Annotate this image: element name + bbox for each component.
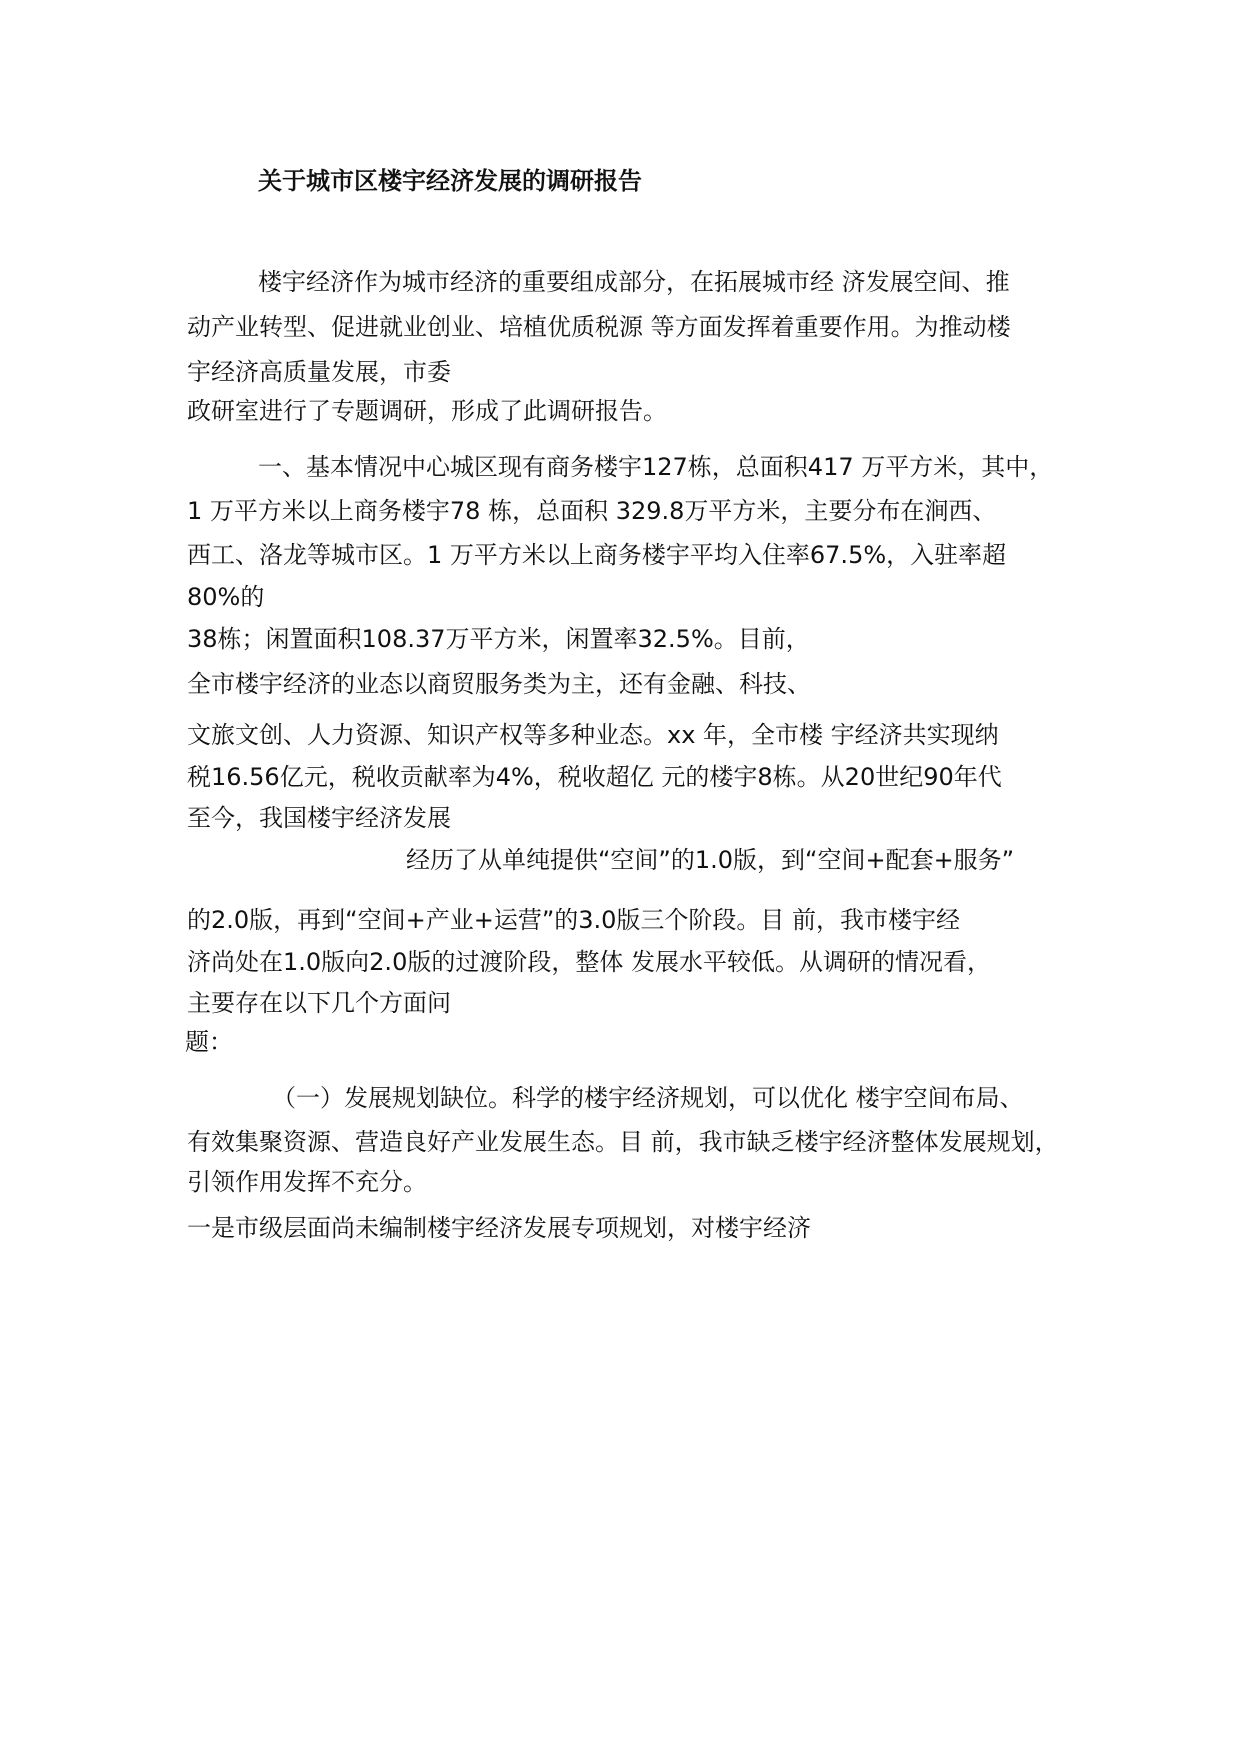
paragraph-line: 经历了从单纯提供“空间”的1.0版，到“空间+配套+服务” <box>406 846 1015 874</box>
paragraph-line: 的2.0版，再到“空间+产业+运营”的3.0版三个阶段。目 前，我市楼宇经 <box>187 906 961 934</box>
paragraph-line: 1 万平方米以上商务楼宇78 栋，总面积 329.8万平方米，主要分布在涧西、 <box>187 497 997 525</box>
paragraph-line: （一）发展规划缺位。科学的楼宇经济规划，可以优化 楼宇空间布局、 <box>272 1084 1024 1112</box>
paragraph-line: 政研室进行了专题调研，形成了此调研报告。 <box>187 397 667 425</box>
paragraph-line: 一、基本情况中心城区现有商务楼宇127栋，总面积417 万平方米，其中， <box>258 453 1054 481</box>
paragraph-line: 有效集聚资源、营造良好产业发展生态。目 前，我市缺乏楼宇经济整体发展规划， <box>187 1128 1059 1156</box>
paragraph-line: 主要存在以下几个方面问 <box>187 989 451 1017</box>
paragraph-line: 宇经济高质量发展，市委 <box>187 358 451 386</box>
paragraph-line: 38栋；闲置面积108.37万平方米，闲置率32.5%。目前， <box>187 625 810 653</box>
paragraph-line: 至今，我国楼宇经济发展 <box>187 804 451 832</box>
paragraph-line: 80%的 <box>187 583 265 611</box>
paragraph-line: 动产业转型、促进就业创业、培植优质税源 等方面发挥着重要作用。为推动楼 <box>187 313 1011 341</box>
paragraph-line: 西工、洛龙等城市区。1 万平方米以上商务楼宇平均入住率67.5%，入驻率超 <box>187 541 1007 569</box>
paragraph-line: 济尚处在1.0版向2.0版的过渡阶段，整体 发展水平较低。从调研的情况看， <box>187 948 991 976</box>
paragraph-line: 税16.56亿元，税收贡献率为4%，税收超亿 元的楼宇8栋。从20世纪90年代 <box>187 763 1002 791</box>
paragraph-line: 引领作用发挥不充分。 <box>187 1168 427 1196</box>
paragraph-line: 全市楼宇经济的业态以商贸服务类为主，还有金融、科技、 <box>187 670 811 698</box>
document-title: 关于城市区楼宇经济发展的调研报告 <box>258 167 642 195</box>
paragraph-line: 楼宇经济作为城市经济的重要组成部分，在拓展城市经 济发展空间、推 <box>258 268 1010 296</box>
paragraph-line: 文旅文创、人力资源、知识产权等多种业态。xx 年，全市楼 宇经济共实现纳 <box>187 721 999 749</box>
paragraph-line: 题： <box>185 1028 233 1056</box>
paragraph-line: 一是市级层面尚未编制楼宇经济发展专项规划，对楼宇经济 <box>187 1214 811 1242</box>
